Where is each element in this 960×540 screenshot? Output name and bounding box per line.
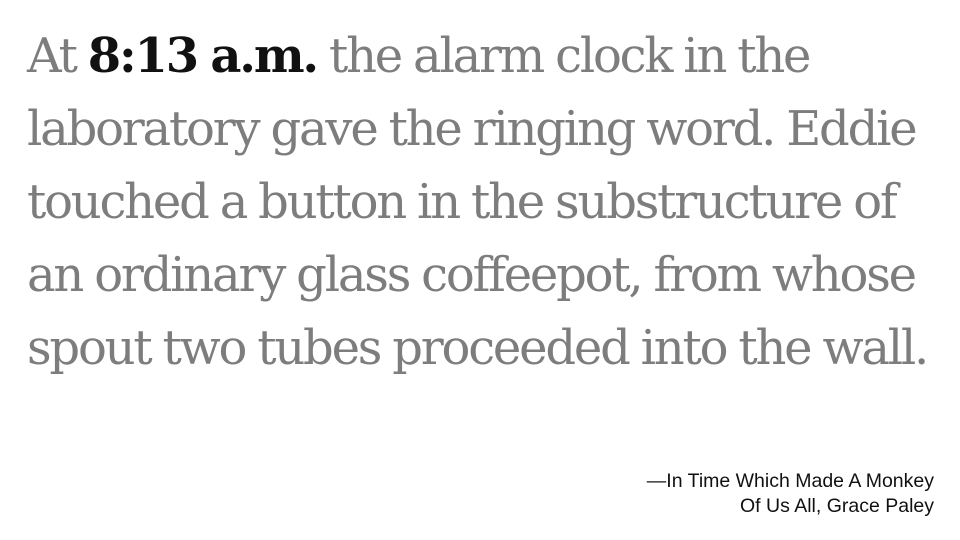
quote-body: the alarm clock in the laboratory gave the ringing word. Eddie touched a button in the substructure of an ordinary glass coffeepot, from whose spout two tubes proceeded into the wall. <box>27 28 928 376</box>
quote-time-highlight: 8:13 a.m. <box>87 28 317 84</box>
attribution-line-1: —In Time Which Made A Monkey <box>646 470 934 492</box>
quote-text <box>27 20 939 385</box>
quote-lead-in: At <box>27 28 88 84</box>
attribution <box>434 469 934 519</box>
attribution-line-2: Of Us All, Grace Paley <box>740 495 934 517</box>
